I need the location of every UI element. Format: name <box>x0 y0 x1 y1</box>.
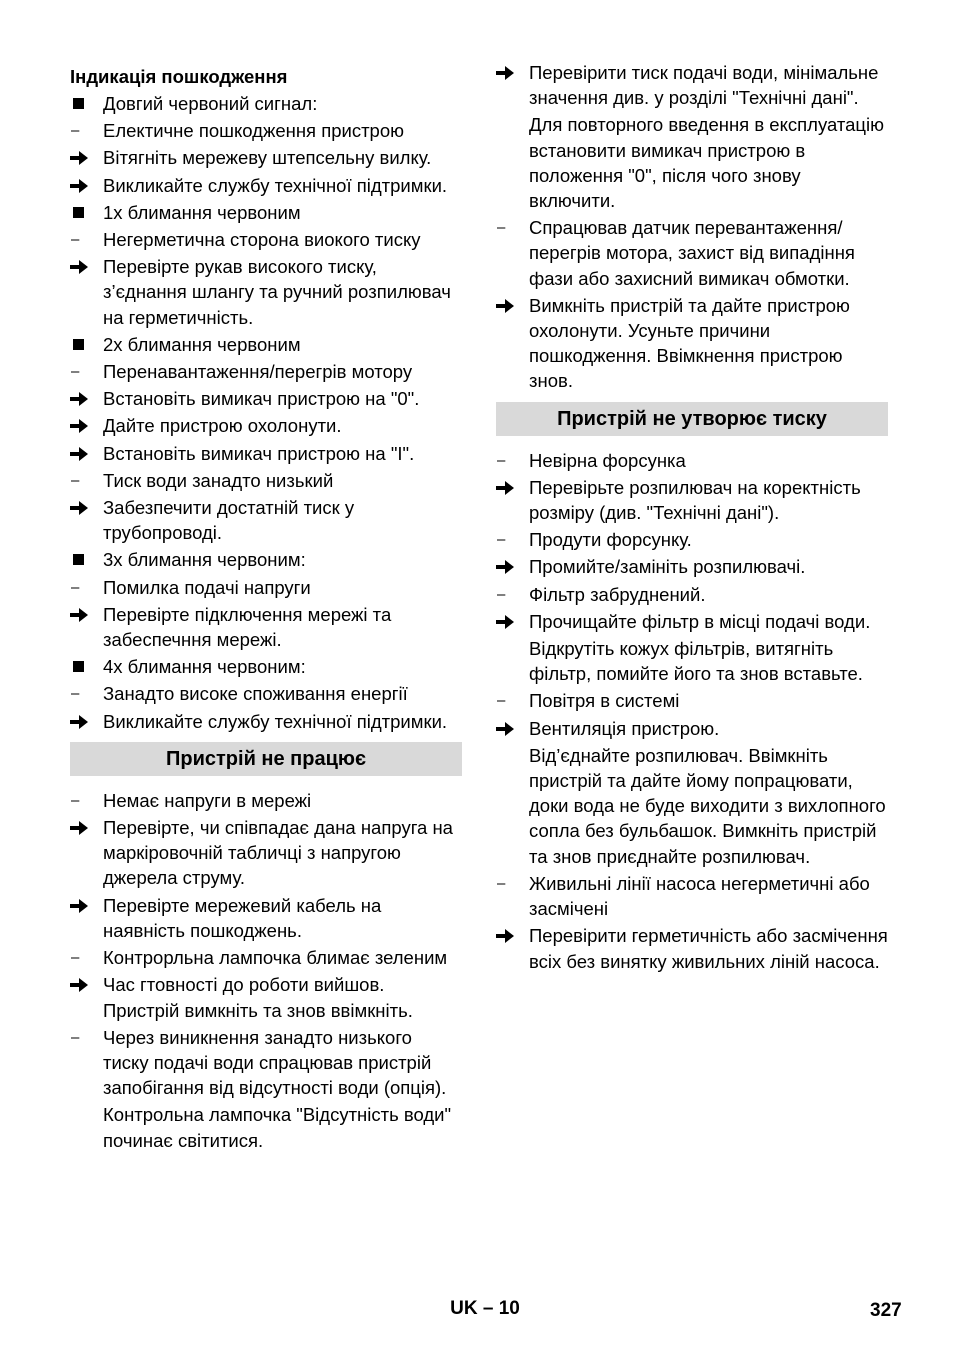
item-text: Перевірте мережевий кабель на наявність пошкоджень. <box>103 894 382 941</box>
item-text: Промийте/замініть розпилювачі. <box>529 556 806 578</box>
item-text: Невірна форсунка <box>529 449 686 471</box>
item-text: Спрацював датчик перевантаження/перегрів мотора, захист від випадіння фази або захисний вимикач обмотки. <box>529 217 855 289</box>
item-text: Довгий червоний сигнал: <box>103 93 318 114</box>
item-text: Занадто високе споживання енергії <box>103 683 408 705</box>
item-text: Фільтр забруднений. <box>529 583 706 605</box>
cause-item <box>70 681 462 706</box>
continuation-text: Для повторного введення в експлуатацію встановити вимикач пристрою в положення "0", після чого знову включити. <box>529 114 885 212</box>
item-text: Вітягніть мережеву штепсельну вилку. <box>103 147 432 169</box>
remedy-item <box>70 495 462 545</box>
remedy-item <box>70 413 462 438</box>
item-text: Встановіть вимикач пристрою на "I". <box>103 442 415 464</box>
remedy-item <box>70 441 462 466</box>
item-text: Електичне пошкодження пристрою <box>103 120 405 142</box>
fault-indicator-item <box>70 332 462 357</box>
continuation-text: Відкрутіть кожух фільтрів, витягніть фільтр, помийте його та знов вставьте. <box>529 638 863 685</box>
remedy-item <box>70 972 462 1022</box>
cause-item <box>70 227 462 252</box>
remedy-item <box>70 602 462 652</box>
item-text: Помилка подачі напруги <box>103 576 311 598</box>
fault-indicator-item <box>70 654 462 679</box>
cause-item <box>496 582 888 607</box>
remedy-item <box>70 386 462 411</box>
item-text: Встановіть вимикач пристрою на "0". <box>103 388 420 410</box>
item-text: Немає напруги в мережі <box>103 789 312 811</box>
remedy-item <box>70 709 462 734</box>
remedy-item <box>70 254 462 330</box>
section-heading: Індикація пошкодження <box>70 66 288 87</box>
item-text: Повітря в системі <box>529 690 680 712</box>
remedy-item <box>70 145 462 170</box>
cause-item <box>70 788 462 813</box>
remedy-item <box>70 173 462 198</box>
remedy-item <box>496 475 888 525</box>
fault-indicator-item <box>70 91 462 116</box>
item-text: Вентиляція пристрою. <box>529 717 720 739</box>
item-text: 4x блимання червоним: <box>103 656 306 678</box>
cause-item <box>496 215 888 291</box>
item-text: Перевірити герметичність або засмічення всіх без винятку живильних ліній насоса. <box>529 925 888 972</box>
item-text: Перевірте рукав високого тиску, з’єднання шлангу та ручний розпилювач на герметичність. <box>103 256 451 328</box>
remedy-item <box>496 716 888 741</box>
cause-item <box>70 118 462 143</box>
cause-item <box>496 688 888 713</box>
item-text: Прочищайте фільтр в місці подачі води. <box>529 610 871 632</box>
left-column <box>70 60 462 1155</box>
footer-section-label: UK – 10 <box>450 1298 520 1319</box>
remedy-item <box>70 815 462 891</box>
item-text: Дайте пристрою охолонути. <box>103 415 342 437</box>
item-text: Забезпечити достатній тиск у трубопроводі. <box>103 497 355 544</box>
item-text: Перевірте, чи співпадає дана напруга на маркіровочній табличці з напругою джерела струму. <box>103 817 453 889</box>
item-text: 3x блимання червоним: <box>103 549 306 571</box>
cause-item <box>496 448 888 473</box>
section-title-bar: Пристрій не працює <box>70 742 462 776</box>
cause-item <box>496 871 888 921</box>
page-number: 327 <box>870 1300 902 1321</box>
item-text: Перевірте підключення мережі та забеспечння мережі. <box>103 603 392 651</box>
item-text: Час гтовності до роботи вийшов. Пристрій вимкніть та знов ввімкніть. <box>103 974 413 1021</box>
right-column <box>496 60 888 976</box>
remedy-item <box>496 60 888 110</box>
fault-indicator-item <box>70 200 462 225</box>
fault-indicator-item <box>70 547 462 572</box>
remedy-item <box>496 554 888 579</box>
item-text: Перевірити тиск подачі води, мінімальне значення див. у розділі "Технічні дані". <box>529 62 879 109</box>
cause-item <box>70 945 462 970</box>
cause-item <box>70 468 462 493</box>
cause-item <box>70 575 462 600</box>
item-text: Викликайте службу технічної підтримки. <box>103 710 448 732</box>
item-text: Через виникнення занадто низького тиску подачі води спрацював пристрій запобігання від відсутності води (опція). <box>103 1026 447 1099</box>
cause-item <box>70 359 462 384</box>
remedy-item <box>70 893 462 943</box>
continuation-text: Контрольна лампочка "Відсутність води" починає світитися. <box>103 1104 452 1151</box>
remedy-item <box>496 293 888 394</box>
item-text: 1x блимання червоним <box>103 201 301 223</box>
item-text: Контрорльна лампочка блимає зеленим <box>103 947 448 969</box>
section-title-bar: Пристрій не утворює тиску <box>496 402 888 436</box>
cause-item <box>70 1025 462 1101</box>
item-text: Негерметична сторона виокого тиску <box>103 229 421 251</box>
item-text: Живильні лінії насоса негерметичні або засмічені <box>529 872 870 920</box>
remedy-item <box>496 609 888 634</box>
item-text: 2x блимання червоним <box>103 333 301 355</box>
item-text: Продути форсунку. <box>529 529 692 551</box>
item-text: Перенавантаження/перегрів мотору <box>103 361 413 383</box>
item-text: Вимкніть пристрій та дайте пристрою охолонути. Усуньте причини пошкодження. Ввімкнення пристрою знов. <box>529 294 850 392</box>
continuation-text: Від’єднайте розпилювач. Ввімкніть пристрій та дайте йому попрацювати, доки вода не буде виходити з вихлопного сопла без бульбашок. Вимкніть пристрій та знов приєднайте розпилювач. <box>529 744 886 867</box>
item-text: Викликайте службу технічної підтримки. <box>103 174 448 196</box>
item-text: Тиск води занадто низький <box>103 469 334 491</box>
cause-item <box>496 527 888 552</box>
item-text: Перевірьте розпилювач на коректність розміру (див. "Технічні дані"). <box>529 476 861 524</box>
remedy-item <box>496 923 888 973</box>
